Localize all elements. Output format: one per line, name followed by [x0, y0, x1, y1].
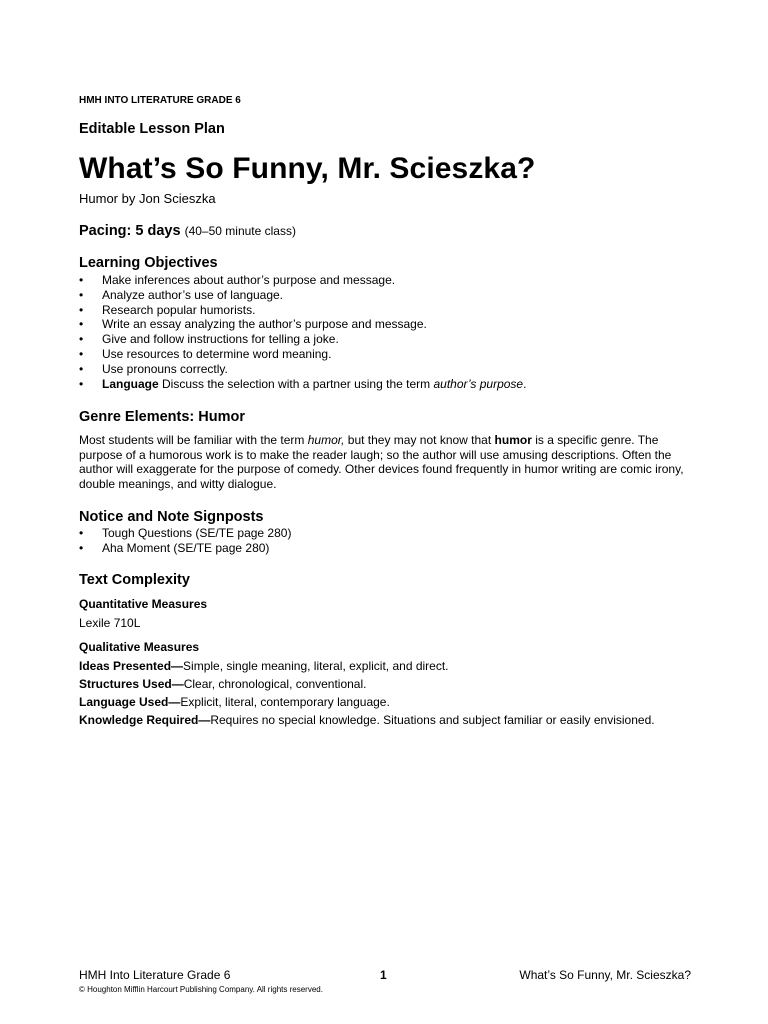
- list-item: • Analyze author’s use of language.: [79, 288, 526, 303]
- list-item: • Tough Questions (SE/TE page 280): [79, 526, 291, 541]
- list-item: • Make inferences about author’s purpose and message.: [79, 273, 526, 288]
- genre-paragraph: [79, 433, 691, 491]
- lexile-value: Lexile 710L: [79, 616, 141, 630]
- measure-language: [79, 695, 390, 709]
- list-item: • Give and follow instructions for telling a joke.: [79, 332, 526, 347]
- measure-label: Knowledge Required—: [79, 713, 211, 727]
- document-page: [79, 0, 699, 1024]
- measure-text: Explicit, literal, contemporary language.: [180, 695, 390, 709]
- list-item: • Aha Moment (SE/TE page 280): [79, 541, 291, 556]
- pacing-detail: (40–50 minute class): [184, 224, 296, 238]
- genre-text-2: but they may not know that: [344, 433, 495, 447]
- footer-series: HMH Into Literature Grade 6: [79, 968, 231, 982]
- page-number: 1: [380, 968, 387, 982]
- language-end: .: [523, 376, 527, 391]
- measure-text: Clear, chronological, conventional.: [183, 677, 367, 691]
- objectives-heading: Learning Objectives: [79, 255, 218, 271]
- language-text: Discuss the selection with a partner using the term: [158, 376, 434, 391]
- genre-term-humor: humor,: [307, 433, 345, 447]
- pacing-label: Pacing: 5 days: [79, 223, 181, 239]
- list-item: • Research popular humorists.: [79, 303, 526, 318]
- list-item: [79, 377, 526, 392]
- genre-bold-humor: humor: [494, 433, 532, 447]
- copyright-notice: © Houghton Mifflin Harcourt Publishing Company. All rights reserved.: [79, 985, 323, 994]
- genre-heading: Genre Elements: Humor: [79, 409, 245, 425]
- measure-structures: [79, 677, 366, 691]
- complexity-heading: Text Complexity: [79, 572, 190, 588]
- measure-label: Ideas Presented—: [79, 659, 184, 673]
- measure-ideas: [79, 659, 449, 673]
- measure-text: Requires no special knowledge. Situations and subject familiar or easily envisioned.: [210, 713, 655, 727]
- genre-text-3: is a specific genre. The purpose of a humorous work is to make the reader laugh; so the author will use amusing descriptions. Often the author will exaggerate for the purpose of comedy. Other devices found frequently in humor writing are comic irony, double meanings, and witty dialogue.: [79, 433, 684, 491]
- objectives-list: [79, 273, 526, 391]
- signposts-list: [79, 526, 291, 556]
- list-item: • Use resources to determine word meaning.: [79, 347, 526, 362]
- quantitative-heading: Quantitative Measures: [79, 597, 208, 611]
- footer-title: What’s So Funny, Mr. Scieszka?: [519, 968, 691, 982]
- list-item: • Write an essay analyzing the author’s purpose and message.: [79, 317, 526, 332]
- qualitative-heading: Qualitative Measures: [79, 640, 200, 654]
- genre-text-1: Most students will be familiar with the term: [79, 433, 308, 447]
- measure-knowledge: [79, 713, 655, 727]
- signposts-heading: Notice and Note Signposts: [79, 509, 264, 525]
- page-title: What’s So Funny, Mr. Scieszka?: [79, 152, 536, 185]
- pacing-line: [79, 223, 296, 239]
- measure-text: Simple, single meaning, literal, explicit, and direct.: [183, 659, 449, 673]
- document-type: Editable Lesson Plan: [79, 121, 225, 137]
- measure-label: Language Used—: [79, 695, 181, 709]
- language-label: Language: [102, 376, 159, 391]
- page-subtitle: Humor by Jon Scieszka: [79, 191, 216, 206]
- measure-label: Structures Used—: [79, 677, 184, 691]
- language-term: author’s purpose: [433, 376, 524, 391]
- series-label: HMH INTO LITERATURE GRADE 6: [79, 95, 241, 106]
- list-item: • Use pronouns correctly.: [79, 362, 526, 377]
